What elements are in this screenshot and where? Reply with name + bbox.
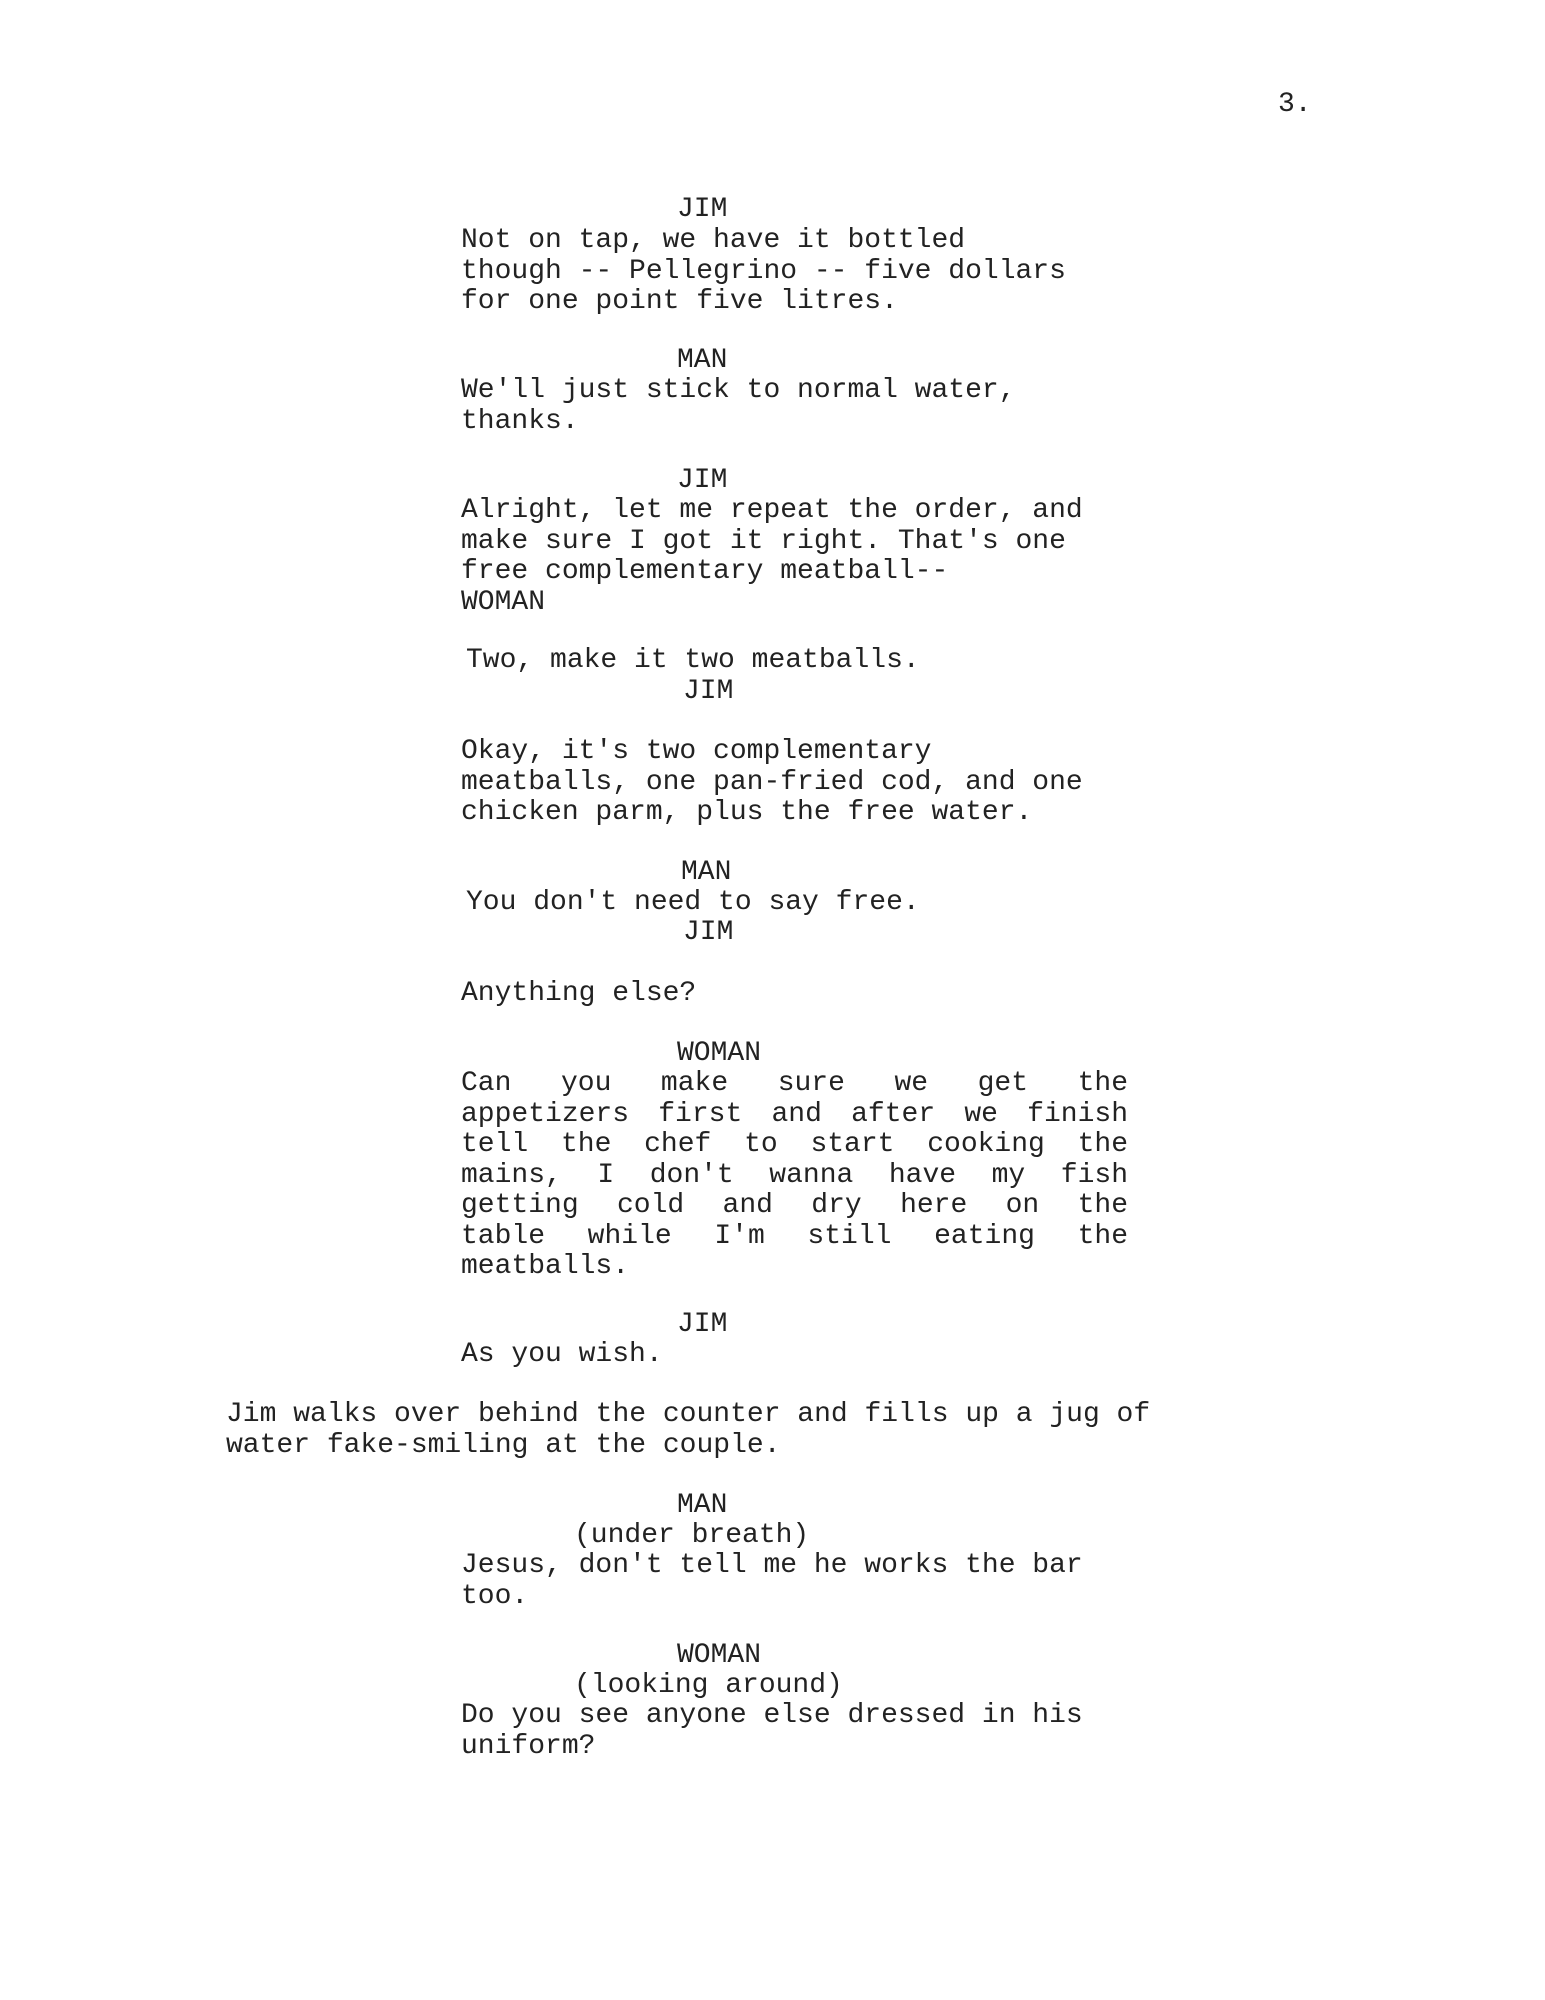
dialogue-line: getting cold and dry here on the — [461, 1190, 1128, 1221]
character-name: MAN — [677, 1490, 728, 1521]
parenthetical: (under breath) — [574, 1520, 810, 1551]
action-line: Jim walks over behind the counter and fills up a jug of water fake-smiling at the couple. — [226, 1399, 1151, 1461]
dialogue-line: appetizers first and after we finish — [461, 1098, 1128, 1130]
dialogue: Jesus, don't tell me he works the bar too. — [461, 1550, 1083, 1612]
page-number: 3. — [1278, 89, 1312, 120]
character-name: WOMAN — [677, 1640, 762, 1671]
dialogue: We'll just stick to normal water, thanks. — [461, 375, 1016, 437]
dialogue: Anything else? — [461, 978, 697, 1009]
dialogue-line: Can you make sure we get the — [461, 1068, 1128, 1099]
dialogue: Not on tap, we have it bottled though -- Pellegrino -- five dollars for one point five litres. — [461, 225, 1066, 317]
dialogue-justified — [461, 1069, 1131, 1283]
dialogue-line: meatballs. — [461, 1251, 630, 1282]
dialogue: You don't need to say free. — [466, 887, 920, 918]
dialogue: Two, make it two meatballs. — [466, 645, 920, 676]
dialogue-line: table while I'm still eating the — [461, 1220, 1128, 1252]
parenthetical: (looking around) — [574, 1670, 843, 1701]
dialogue-line: tell the chef to start cooking the — [461, 1129, 1128, 1160]
character-name: JIM — [683, 676, 734, 707]
character-name: JIM — [677, 194, 728, 225]
character-name: JIM — [677, 1309, 728, 1340]
character-name: MAN — [681, 857, 732, 888]
character-name: JIM — [683, 917, 734, 948]
character-name: JIM — [677, 465, 728, 496]
dialogue: Alright, let me repeat the order, and make sure I got it right. That's one free complementary meatball-- WOMAN — [461, 495, 1083, 618]
character-name: WOMAN — [677, 1038, 762, 1069]
dialogue: As you wish. — [461, 1339, 663, 1370]
dialogue: Okay, it's two complementary meatballs, one pan-fried cod, and one chicken parm, plus the free water. — [461, 736, 1083, 828]
character-name: MAN — [677, 345, 728, 376]
dialogue: Do you see anyone else dressed in his uniform? — [461, 1700, 1083, 1762]
dialogue-line: mains, I don't wanna have my fish — [461, 1159, 1128, 1191]
